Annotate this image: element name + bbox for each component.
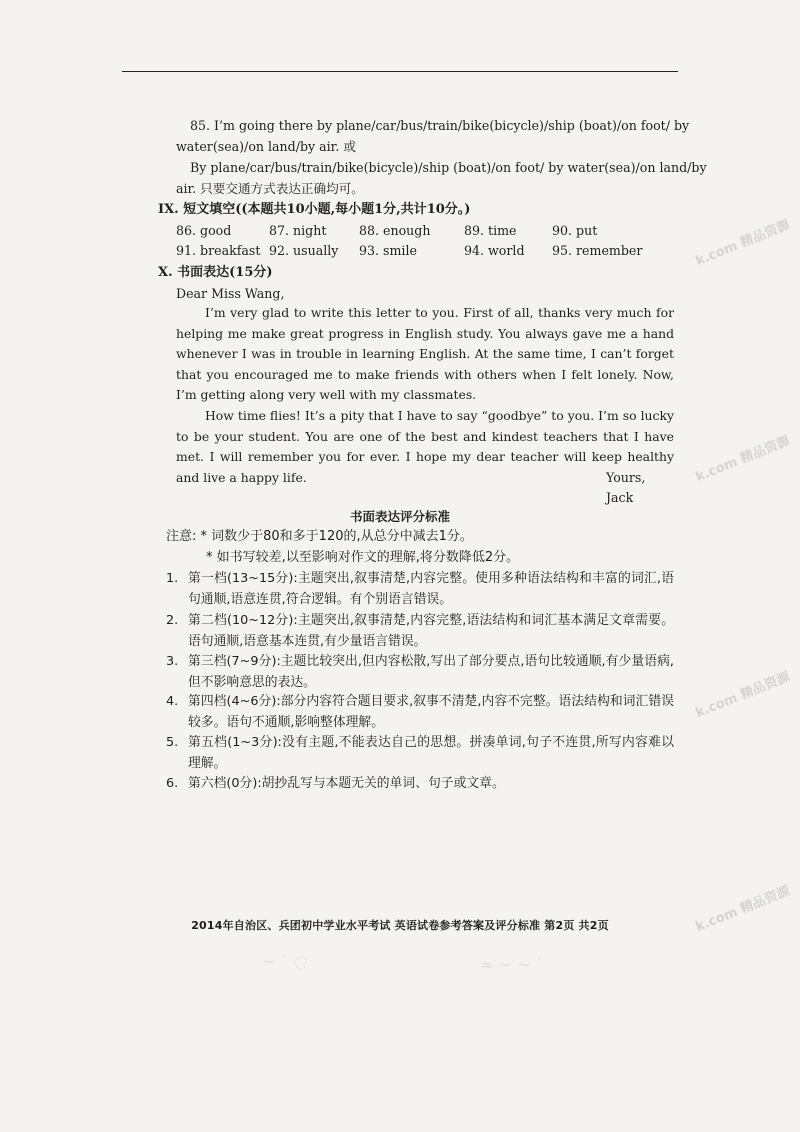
criteria-item-number: 5.	[166, 735, 179, 750]
criteria-item-text: 第四档(4~6分):部分内容符合题目要求,叙事不清楚,内容不完整。语法结构和词汇错误较多。语句不通顺,影响整体理解。	[188, 694, 674, 730]
section-10-title: X. 书面表达(15分)	[158, 265, 273, 280]
watermark-logo: k.com 精品资源	[693, 433, 793, 486]
answer-94: 94. world	[464, 243, 525, 258]
watermark-logo: k.com 精品资源	[693, 669, 793, 722]
criteria-item	[166, 611, 674, 652]
watermark-logo: k.com 精品资源	[693, 217, 793, 270]
answer-90: 90. put	[552, 223, 598, 238]
q85-line-1: 85. I’m going there by plane/car/bus/train/bike(bicycle)/ship (boat)/on foot/ by	[190, 118, 690, 133]
q85-line-3: By plane/car/bus/train/bike(bicycle)/ship (boat)/on foot/ by water(sea)/on land/by	[190, 160, 707, 175]
answer-88: 88. enough	[359, 223, 431, 238]
watermark-logo: k.com 精品资源	[693, 883, 793, 936]
scan-smudge: ≈ ~ ~ ˙	[480, 955, 544, 974]
answer-86: 86. good	[176, 223, 232, 238]
letter-paragraph-2: How time flies! It’s a pity that I have to say “goodbye” to you. I’m so lucky to be your student. You are one of the best and kindest teachers that I have met. I will remember you for ever. I hope my dear teacher will keep healthy and live a happy life.	[176, 408, 674, 485]
criteria-item-text: 第五档(1~3分):没有主题,不能表达自己的思想。拼凑单词,句子不连贯,所写内容难以理解。	[188, 735, 674, 771]
letter-closing: Yours,	[606, 470, 646, 485]
letter-greeting: Dear Miss Wang,	[176, 286, 285, 301]
criteria-item	[166, 692, 674, 733]
letter-paragraph-1: I’m very glad to write this letter to you. First of all, thanks very much for helping me make great progress in English study. You always gave me a hand whenever I was in trouble in learning English. At the same time, I can’t forget that you encouraged me to make friends with others when I felt lonely. Now, I’m getting along very well with my classmates.	[176, 305, 674, 403]
criteria-item	[166, 652, 674, 693]
criteria-item-number: 3.	[166, 654, 179, 669]
answer-92: 92. usually	[269, 243, 339, 258]
answer-93: 93. smile	[359, 243, 417, 258]
answer-91: 91. breakfast	[176, 243, 261, 258]
scan-smudge: ~ ˙ ◌	[262, 952, 308, 971]
answer-95: 95. remember	[552, 243, 643, 258]
criteria-item	[166, 569, 674, 610]
section-9-title: IX. 短文填空((本题共10小题,每小题1分,共计10分。)	[158, 202, 471, 217]
page-footer: 2014年自治区、兵团初中学业水平考试 英语试卷参考答案及评分标准 第2页 共2页	[191, 919, 609, 932]
criteria-note-2: * 如书写较差,以至影响对作文的理解,将分数降低2分。	[206, 550, 520, 565]
letter-signature: Jack	[606, 490, 634, 505]
answer-89: 89. time	[464, 223, 517, 238]
criteria-item-text: 第六档(0分):胡抄乱写与本题无关的单词、句子或文章。	[188, 776, 505, 791]
criteria-item-number: 4.	[166, 694, 179, 709]
criteria-item-number: 6.	[166, 776, 179, 791]
criteria-item-number: 1.	[166, 571, 179, 586]
criteria-title: 书面表达评分标准	[349, 509, 450, 524]
criteria-item-text: 第三档(7~9分):主题比较突出,但内容松散,写出了部分要点,语句比较通顺,有少量语病,但不影响意思的表达。	[188, 654, 674, 690]
criteria-item	[166, 774, 674, 795]
q85-line-2: water(sea)/on land/by air. 或	[176, 139, 356, 154]
criteria-item-number: 2.	[166, 613, 179, 628]
criteria-item-text: 第一档(13~15分):主题突出,叙事清楚,内容完整。使用多种语法结构和丰富的词汇,语句通顺,语意连贯,符合逻辑。有个别语言错误。	[188, 571, 674, 607]
answer-87: 87. night	[269, 223, 327, 238]
q85-line-4: air. 只要交通方式表达正确均可。	[176, 181, 364, 196]
top-divider	[122, 71, 678, 72]
criteria-item	[166, 733, 674, 774]
criteria-item-text: 第二档(10~12分):主题突出,叙事清楚,内容完整,语法结构和词汇基本满足文章需要。语句通顺,语意基本连贯,有少量语言错误。	[188, 613, 674, 649]
criteria-note-1: 注意: * 词数少于80和多于120的,从总分中减去1分。	[166, 529, 473, 544]
